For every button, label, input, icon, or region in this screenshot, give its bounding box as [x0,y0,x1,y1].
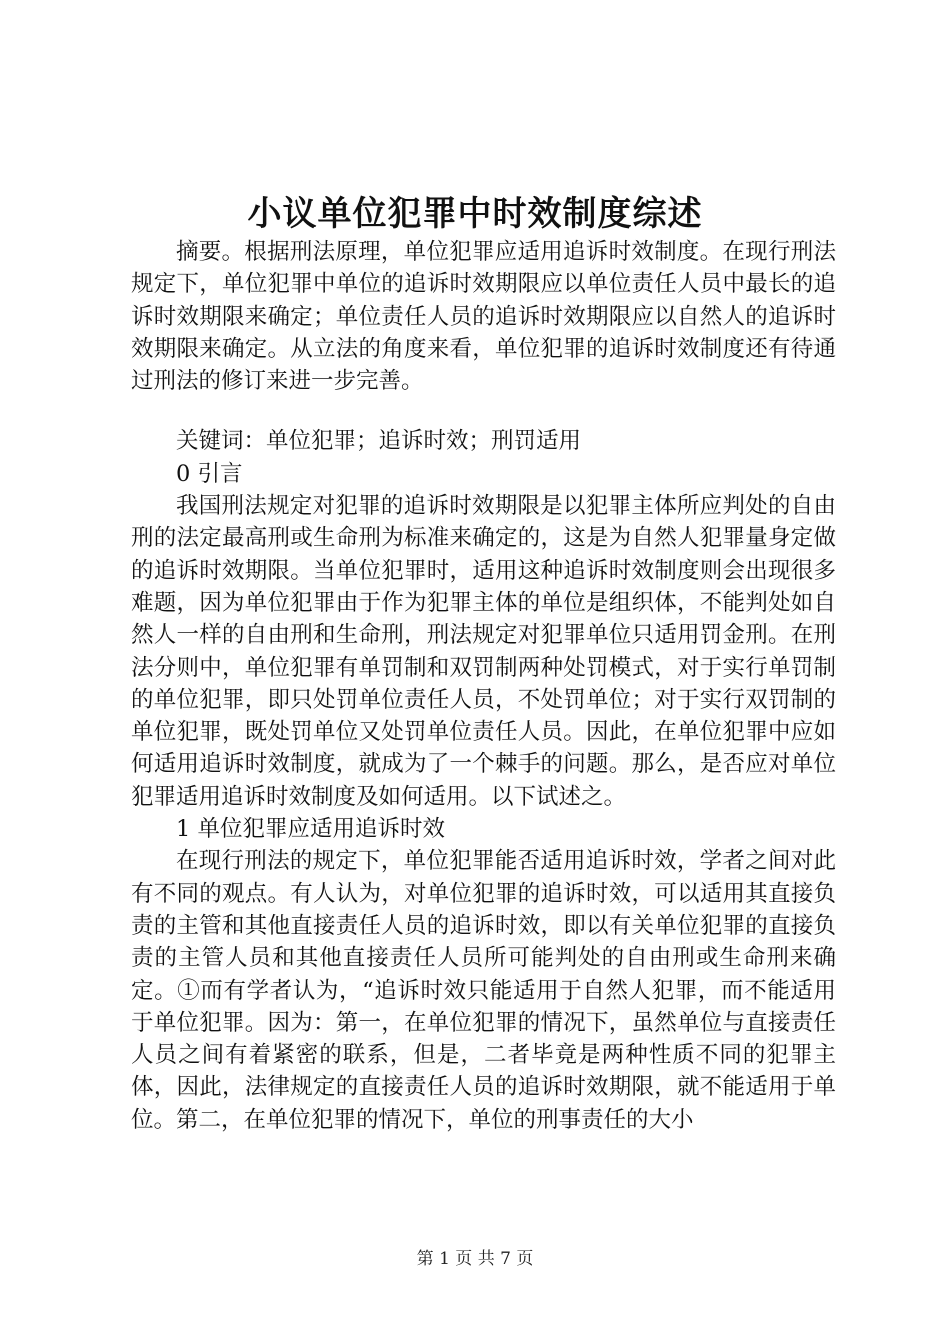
section-1-paragraph: 在现行刑法的规定下，单位犯罪能否适用追诉时效，学者之间对此有不同的观点。有人认为，对单位犯罪的追诉时效，可以适用其直接负责的主管和其他直接责任人员的追诉时效，即以有关单位犯罪的直接负责的主管人员和其他直接责任人员所可能判处的自由刑或生命刑来确定。①而有学者认为，“追诉时效只能适用于自然人犯罪，而不能适用于单位犯罪。因为：第一，在单位犯罪的情况下，虽然单位与直接责任人员之间有着紧密的联系，但是，二者毕竟是两种性质不同的犯罪主体，因此，法律规定的直接责任人员的追诉时效期限，就不能适用于单位。第二，在单位犯罪的情况下，单位的刑事责任的大小 [131,848,836,1133]
abstract-paragraph: 摘要。根据刑法原理，单位犯罪应适用追诉时效制度。在现行刑法规定下，单位犯罪中单位的追诉时效期限应以单位责任人员中最长的追诉时效期限来确定；单位责任人员的追诉时效期限应以自然人的追诉时效期限来确定。从立法的角度来看，单位犯罪的追诉时效制度还有待通过刑法的修订来进一步完善。 [131,239,836,395]
document-title: 小议单位犯罪中时效制度综述 [247,194,703,234]
page-number-footer: 第 1 页 共 7 页 [416,1249,534,1269]
section-0-paragraph: 我国刑法规定对犯罪的追诉时效期限是以犯罪主体所应判处的自由刑的法定最高刑或生命刑为标准来确定的，这是为自然人犯罪量身定做的追诉时效期限。当单位犯罪时，适用这种追诉时效制度则会出现很多难题，因为单位犯罪由于作为犯罪主体的单位是组织体，不能判处如自然人一样的自由刑和生命刑，刑法规定对犯罪单位只适用罚金刑。在刑法分则中，单位犯罪有单罚制和双罚制两种处罚模式，对于实行单罚制的单位犯罪，即只处罚单位责任人员，不处罚单位；对于实行双罚制的单位犯罪，既处罚单位又处罚单位责任人员。因此，在单位犯罪中应如何适用追诉时效制度，就成为了一个棘手的问题。那么，是否应对单位犯罪适用追诉时效制度及如何适用。以下试述之。 [131,493,836,810]
section-0-heading: 0 引言 [176,460,243,487]
document-body [131,236,836,1136]
section-1-heading: 1 单位犯罪应适用追诉时效 [176,816,445,843]
keywords-line: 关键词：单位犯罪；追诉时效；刑罚适用 [176,428,582,455]
